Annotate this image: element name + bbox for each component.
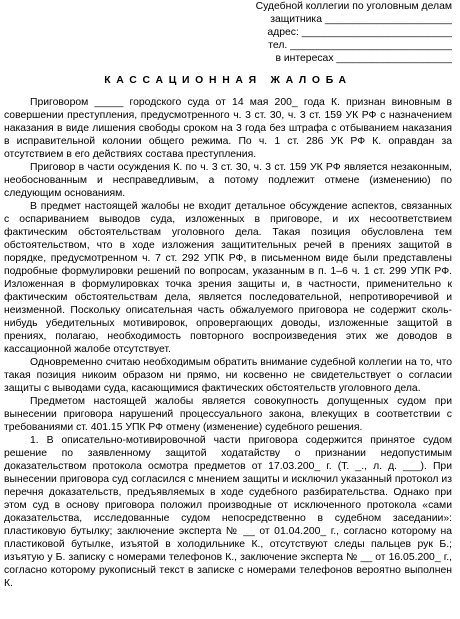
addressee-defender: защитника ______________________	[270, 14, 452, 25]
body-paragraph: 1. В описательно-мотивировочной части приговора содержится принятое судом решение по заявленному защитой ходатайству о признании недопустимым доказательством протокола осмотра предметов от 17.03.200_ г. (Т. _., л. д. ___). При вынесении приговора суд согласился с мнением защиты и исключил указанный протокол из перечня доказательств, предъявляемых в ходе судебного разбирательства. Однако при этом суд в основу приговора положил производные от исключенного протокола «сами доказательства, исследованные судом непосредственно в судебном заседании»: пластиковую бутылку; заключение эксперта № __ от 01.04.200_ г., согласно которому на пластиковой бутылке, изъятой в холодильнике К., отсутствуют следы пальцев рук Б.; изъятую у Б. записку с номерами телефонов К., заключение эксперта № __ от 16.05.200_ г., согласно которому рукописный текст в записке с номерами телефонов вероятно выполнен К.	[4, 435, 452, 589]
addressee-phone: тел. ____________________________	[268, 40, 452, 51]
body-paragraph: Приговором _____ городского суда от 14 мая 200_ года К. признан виновным в совершении преступления, предусмотренного ч. 3 ст. 30, ч. 3 ст. 159 УК РФ с назначением наказания в виде лишения свободы сроком на 3 года без штрафа с отбыванием наказания в исправительной колонии общего режима. По ч. 1 ст. 286 УК РФ К. оправдан за отсутствием в его действиях состава преступления.	[4, 97, 452, 160]
addressee-court: Судебной коллегии по уголовным делам	[255, 1, 452, 12]
body-paragraph: В предмет настоящей жалобы не входит детальное обсуждение аспектов, связанных с оспариванием выводов суда, изложенных в приговоре, и их несоответствием фактическим обстоятельствам уголовного дела. Такая позиция обусловлена тем обстоятельством, что в ходе изложения защитительных речей в прениях защитой в порядке, предусмотренном ч. 7 ст. 292 УПК РФ, в письменном виде были представлены подробные формулировки решений по вопросам, указанным в п. 1–6 ч. 1 ст. 299 УПК РФ. Изложенная в формулировках точка зрения защиты и, в частности, применительно к фактическим обстоятельствам дела, является последовательной, непротиворечивой и неизменной. Поскольку описательная часть обжалуемого приговора не содержит сколь-нибудь убедительных мотивировок, опровергающих доводы, изложенные защитой в прениях, полагаю, необходимость повторного воспроизведения этих же доводов в кассационной жалобе отсутствует.	[4, 201, 452, 355]
addressee-block	[4, 0, 452, 65]
addressee-address: адрес: __________________________	[267, 27, 452, 38]
body-paragraph: Приговор в части осуждения К. по ч. 3 ст. 30, ч. 3 ст. 159 УК РФ является незаконным, необоснованным и несправедливым, а потому подлежит отмене (изменению) по следующим основаниям.	[4, 162, 452, 199]
body-paragraph: Предметом настоящей жалобы является совокупность допущенных судом при вынесении приговора нарушений процессуального закона, влекущих в соответствии с требованиями ст. 401.15 УПК РФ отмену (изменение) судебного решения.	[4, 396, 452, 433]
addressee-on-behalf: в интересах ____________________	[275, 53, 452, 64]
body-paragraph: Одновременно считаю необходимым обратить внимание судебной коллегии на то, что такая позиция никоим образом ни прямо, ни косвенно не свидетельствует о согласии защиты с выводами суда, касающимися фактических обстоятельств уголовного дела.	[4, 357, 452, 394]
document-title: КАССАЦИОННАЯ ЖАЛОБА	[104, 75, 352, 86]
